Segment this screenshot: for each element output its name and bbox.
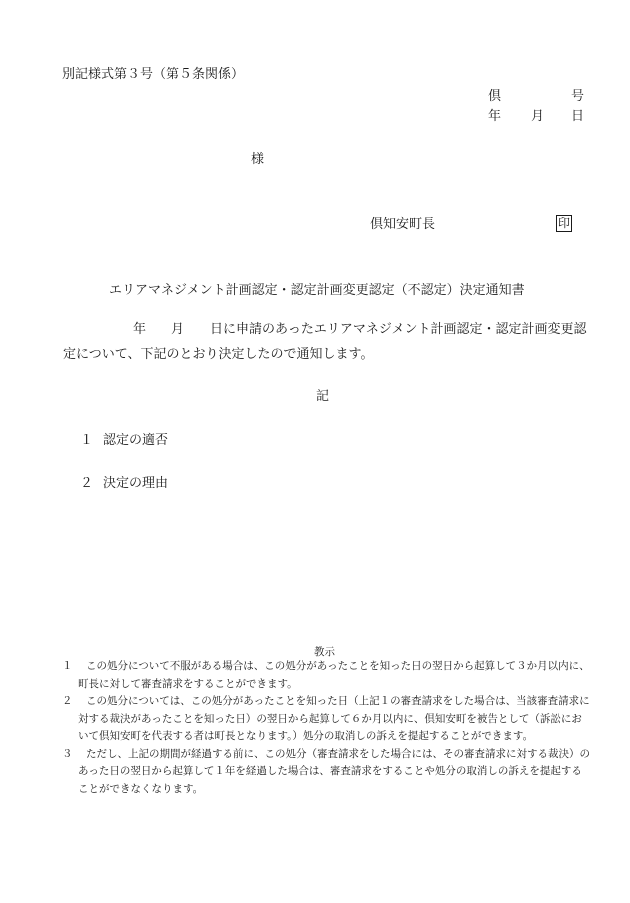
notice-item-text: この処分については、この処分があったことを知った日（上記１の審査請求をした場合は、当該審査請求に対する裁決があったことを知った日）の翌日から起算して６か月以内に、倶知安町を被告として（訴訟において倶知安町を代表する者は町長となります。）処分の取消しの訴えを提起することができます。 <box>78 695 590 742</box>
ki-heading: 記 <box>316 389 330 404</box>
date-month: 月 <box>531 109 545 124</box>
item-2-number: ２ <box>80 476 94 491</box>
seal-mark <box>556 215 572 232</box>
form-label: 別記様式第３号（第５条関係） <box>62 67 245 82</box>
item-1-label: 認定の適否 <box>103 433 169 448</box>
notice-item-text: ただし、上記の期間が経過する前に、この処分（審査請求をした場合には、その審査請求に対する裁決）のあった日の翌日から起算して１年を経過した場合は、審査請求をすることや処分の取消しの訴えを提起することができなくなります。 <box>78 747 590 795</box>
recipient-suffix: 様 <box>251 152 265 167</box>
notice-item <box>62 693 590 746</box>
date-year: 年 <box>488 109 502 124</box>
item-1-number: １ <box>80 433 94 448</box>
notice-item <box>62 746 590 799</box>
intro-year: 年 <box>133 322 147 337</box>
notice-item-text: この処分について不服がある場合は、この処分があったことを知った日の翌日から起算して３か月以内に、町長に対して審査請求をすることができます。 <box>78 660 590 690</box>
intro-text: 日に申請のあったエリアマネジメント計画認定・認定計画変更認定について、下記のとおり決定したので通知します。 <box>63 322 587 362</box>
notice-item <box>62 658 590 693</box>
date-day: 日 <box>571 109 585 124</box>
seal-label: 印 <box>556 215 572 232</box>
notice-item-number: ２ <box>62 695 73 707</box>
notice-heading: 教示 <box>314 646 335 658</box>
notice-item-number: ３ <box>62 747 73 760</box>
item-2-label: 決定の理由 <box>103 476 169 491</box>
notice-list <box>62 658 590 798</box>
doc-number-suffix: 号 <box>571 89 585 104</box>
doc-number-prefix: 倶 <box>488 89 502 104</box>
notice-item-number: １ <box>62 660 73 672</box>
document-title: エリアマネジメント計画認定・認定計画変更認定（不認定）決定通知書 <box>109 283 525 298</box>
issuer-title: 倶知安町長 <box>370 217 436 232</box>
intro-month: 月 <box>171 322 185 337</box>
